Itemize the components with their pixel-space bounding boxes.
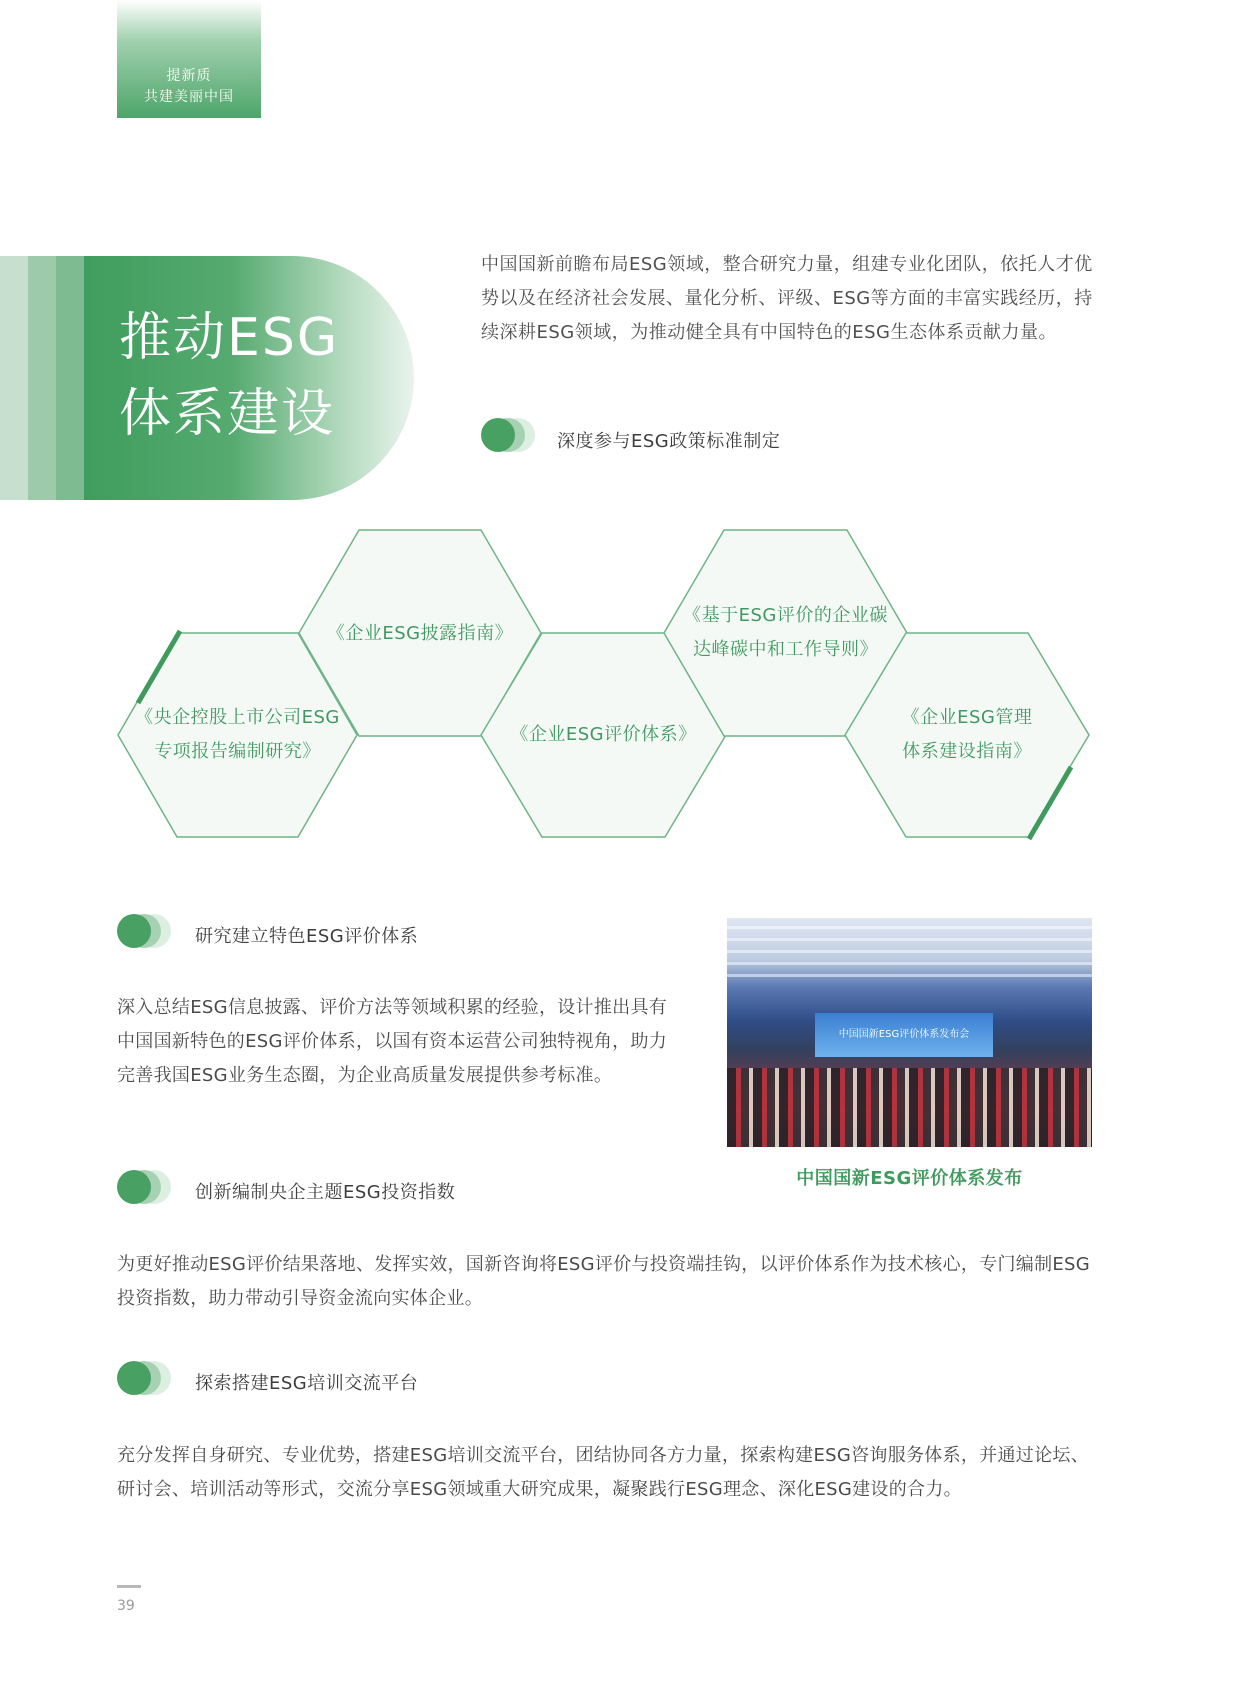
section-heading-rating: 研究建立特色ESG评价体系 <box>195 926 419 947</box>
photo-caption: 中国国新ESG评价体系发布 <box>796 1168 1023 1189</box>
hexagon-label-5: 《企业ESG管理 体系建设指南》 <box>901 707 1033 762</box>
hexagon-label-1: 《央企控股上市公司ESG 专项报告编制研究》 <box>135 707 340 762</box>
event-photo <box>727 918 1092 1147</box>
hexagon-diagram <box>0 525 1240 860</box>
tab-line-1: 提新质 <box>166 68 212 84</box>
hexagon-label-4: 《基于ESG评价的企业碳 达峰碳中和工作导则》 <box>683 605 888 660</box>
hexagon-label-2: 《企业ESG披露指南》 <box>326 623 514 644</box>
section-heading-training: 探索搭建ESG培训交流平台 <box>195 1373 419 1394</box>
bullet-dots-icon <box>117 1168 173 1206</box>
hexagon-label-3: 《企业ESG评价体系》 <box>510 724 697 745</box>
section-body-training: 充分发挥自身研究、专业优势，搭建ESG培训交流平台，团结协同各方力量，探索构建ESG咨询服务体系，并通过论坛、研讨会、培训活动等形式，交流分享ESG领域重大研究成果，凝聚践行ESG理念、深化ESG建设的合力。 <box>117 1445 1089 1500</box>
stage-screen: 中国国新ESG评价体系发布会 <box>815 1013 993 1057</box>
hero-banner <box>0 256 420 500</box>
page-title-line-2: 体系建设 <box>119 384 336 444</box>
ceiling-lights <box>727 926 1092 986</box>
hexagon-shapes <box>118 530 1089 837</box>
section-heading-index: 创新编制央企主题ESG投资指数 <box>195 1182 456 1203</box>
bullet-dots-icon <box>481 416 537 454</box>
page-title-line-1: 推动ESG <box>119 308 340 368</box>
section-body-rating: 深入总结ESG信息披露、评价方法等领域积累的经验，设计推出具有中国国新特色的ESG评价体系，以国有资本运营公司独特视角，助力完善我国ESG业务生态圈，为企业高质量发展提供参考标准。 <box>117 997 668 1086</box>
section-tab <box>117 0 261 118</box>
audience <box>727 1068 1092 1147</box>
tab-line-2: 共建美丽中国 <box>144 89 234 105</box>
intro-paragraph: 中国国新前瞻布局ESG领域，整合研究力量，组建专业化团队，依托人才优势以及在经济社会发展、量化分析、评级、ESG等方面的丰富实践经历，持续深耕ESG领域，为推动健全具有中国特色的ESG生态体系贡献力量。 <box>481 254 1093 343</box>
page-number-rule <box>117 1585 141 1588</box>
bullet-dots-icon <box>117 1359 173 1397</box>
page-title <box>119 300 339 452</box>
section-heading-policy: 深度参与ESG政策标准制定 <box>557 431 781 452</box>
page-number: 39 <box>117 1598 135 1614</box>
section-body-index: 为更好推动ESG评价结果落地、发挥实效，国新咨询将ESG评价与投资端挂钩，以评价体系作为技术核心，专门编制ESG投资指数，助力带动引导资金流向实体企业。 <box>117 1254 1091 1309</box>
hero-stripes <box>0 256 84 500</box>
bullet-dots-icon <box>117 912 173 950</box>
